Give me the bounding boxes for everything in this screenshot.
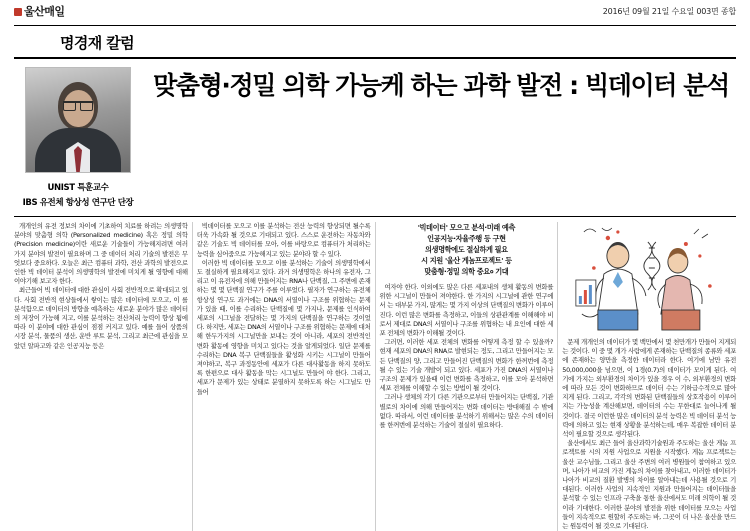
- paragraph: 문제 개개인의 데이터가 몇 백만에서 몇 천만개가 만들어 지게되는 것이다. 이 중 몇 개가 사람에게 존재하는 단백질의 종류와 세포에 존재하는 양만을 측정한 데이터라 한다. 여기에 남만 유전 50,000,000을 넘으면, 이 1경(0.7)의 데이터가 모이게 된다. 여기에 가지는 외부환경의 차이가 있을 경우 이 수, 외부환경의 변화에 따라 모든 것이 변화하므로 데이터 수는 기하급수적으로 많아지게 된다. 그리고, 각각의 변화된 단백질들의 상호작용이 이루어지는 가능성을 계산해보면, 데이터의 수는 무한대로 늘어나게 될 것이다. 결국 이런한 많은 데이터의 분석 능력은 빅 데이터 분석 능력에 의하고 있는 현재 상황을 분석하는데, 매우 복잡한 데이터 분석이 필요할 것으로 생각된다.: [562, 338, 736, 439]
- headline-divider: [14, 216, 736, 217]
- paragraph: 이러한 빅 데이터를 모으고 이를 분석하는 기술이 의생명학에서도 절실하게 필요해지고 있다. 과거 의생명학은 하나의 유전자, 그리고 이 유전자에 의해 만들어지는 RNA나 단백질, 그 주변에 존재하는 몇 몇 단백질 연구가 주를 이루었다. 필자가 연구하는 유전체 항상성 연구도 과거에는 DNA의 서열이나 구조를 위협하는 문제가 있을 때, 이를 수리하는 단백질에 몇 가지나, 문제를 인식하여 세포의 시그널을 전달하는 몇 가지의 단백질을 연구하는 것이었다. 하지만, 세포는 DNA의 서열이나 구조를 위협하는 문제에 대처해 한두가지의 시그널만을 보내는 것이 아니라, 세포의 전반적인 변화 활동에 영향을 미치고 있다는 것을 알게되었다. 일단 문제를 수리하는 DNA 복구 단백질들을 활성화 시키는 시그널이 만들어 져야하고, 복구 과정동안에 세포가 다른 대사활동을 하지 못하도록 한편으로 대사 활동을 막는 시그널도 만들어 야 한다. 그리고, 세포가 문제가 있는 상태로 분열하지 못하도록 하는 시그널도 만들어: [196, 258, 371, 396]
- masthead: [14, 6, 736, 22]
- article-column-3: [380, 222, 554, 531]
- column-label-divider: [14, 57, 736, 59]
- headline-row: [14, 65, 736, 208]
- author-photo: [25, 67, 131, 173]
- logo-mark-icon: [14, 8, 22, 16]
- doctor-patient-data-illustration: [562, 222, 736, 334]
- newspaper-logo: [14, 6, 65, 18]
- summary-point: 맞춤형·정밀 의학 중요० 기대: [424, 267, 509, 276]
- issue-info: 2016년 09월 21일 수요일 003면 종합: [602, 7, 736, 16]
- paragraph: 여자야 한다. 이외에도 많은 다른 세포내의 생체 활동의 변화를 위한 시그널이 만들어 져야한다. 한 가지의 시그널에 관한 연구에서 는 대부분 가지, 많게는 몇 가지 이상의 단백질의 변화가 이루어진다. 이런 많은 변화를 측정하고, 이들의 상관관계를 이해해야 비로서 제대로 DNA의 서열이나 구조를 위협하는 내 요인에 대한 세포 전체의 변화가 이해될 것이다.: [379, 283, 554, 338]
- paragraph: 울산에서도 최근 들어 울산과학기술원과 주도하는 울산 게놈 프로젝트를 시의 지원 사업으로 지원을 시작했다. 게놈 프로젝트는 울산 교수님들, 그리고 울산 주변의 여러 병원들이 참여하고 있으며, 나아가 비교의 가진 게놈의 차이를 찾아내고, 이러한 데이터가 나아가 비교의 질환 발병의 차이를 알아내는데 사용될 것으로 기대된다. 이러한 사업의 지속적인 지원과 만들어지는 데이터들을 분석할 수 있는 인프라 구축을 통한 울산에서도 미래 의학이 될 것이라 기대한다. 이러한 분야의 발전을 위한 데이터를 모으는 사업들이 지속적으로 원할히 주도하는 바, 그곳이 더 나은 울산을 만드는 원동력이 될 것으로 기대된다.: [562, 439, 736, 531]
- logo-text: 울산매일: [24, 5, 65, 18]
- headline-box: [142, 65, 736, 208]
- summary-point: 의생명학에도 절실하게 필요: [425, 245, 508, 254]
- article-body: [14, 222, 736, 531]
- masthead-divider: [14, 25, 736, 26]
- article-column-2: [197, 222, 371, 531]
- column-header: [14, 32, 736, 53]
- article-column-4: [562, 222, 736, 531]
- summary-point: 인공지능·자율주행 등 구현: [427, 234, 506, 243]
- article-column-1: [14, 222, 188, 531]
- illustration-container: [562, 222, 736, 334]
- summary-points: [380, 222, 554, 277]
- paragraph: 빅데이터를 모으고 이를 분석하는 전산 능력의 향상되면 될수록 더욱 가속화 될 것으로 기대되고 있다. 스스로 운전하는 자동차와 같은 기술도 빅 데이터를 모아, 이를 바탕으로 컴퓨터가 처리하는 능력을 심어줌으로 가능해지고 있는 분야라 할 수 있다.: [196, 222, 371, 258]
- paragraph: 그러면, 이러한 세포 전체의 변화를 어떻게 측정 할 수 있을까? 현재 세포의 DNA의 RNA로 발현되는 정도, 그리고 만들어지는 모든 단백질의 양, 그리고 만들어진 단백질의 변화가 한꺼번에 측정될 수 있는 기술 개발이 되고 있다. 세포가 가진 DNA의 서열이나 구조의 문제가 있을때 이런 변화를 측정하고, 이를 모아 분석하면 세포 전체를 이해할 수 있는 방법이 될 것이다.: [379, 338, 554, 393]
- summary-point: 시 지원 '울산 게놈프로젝트' 등: [421, 256, 512, 265]
- glasses-icon: [63, 101, 93, 111]
- article-headline: 맞춤형·정밀 의학 가능케 하는 과학 발전 : 빅데이터 분석: [153, 71, 729, 100]
- paragraph: 최근들어 빅 데이터에 대한 관심이 사회 전반적으로 확대되고 있다. 사회 전반적 현상들에서 쌓이는 많은 데이터에 모으고, 이 를 분석함으로 데이터의 방향을 예측하는 새로운 분야가 많은 데이터의 저장이 가능해 지고, 이를 분석하는 전산처리 능력이 향상 됨에 따라 이 분야에 대한 관심이 점점 커지고 있다. 예를 들어 상품의 시장 분석, 물품의 생산, 운반 루트 분석, 그리고 최근에 관심을 모았던 알파고와 같은 인공지능 등은: [14, 286, 188, 350]
- summary-point: '빅데이터' 모으고 분석·미래 예측: [417, 223, 516, 232]
- author-role: IBS 유전체 항상성 연구단 단장: [22, 198, 134, 208]
- author-box: [14, 65, 142, 208]
- author-name: UNIST 특훈교수: [47, 183, 109, 193]
- paragraph: 개개인의 유전 정보의 차이에 기초하여 치료를 하려는 의생명학 분야의 맞춤형 의학 (Personalized medicine) 혹은 정밀 의학 (Precision medicine)이란 새로운 기술들이 가능해지려면 여러 가지 분야의 발전이 필요하며 그 중 데이터 처리 기술의 발전은 무엇보다 중요하다. 오늘은 최근 컴퓨터 과학, 전산 과학의 발전으로 인한 빅 데이터 분석이 의생명학의 발전에 미치게 될 영향에 대해 이야기해 보고자 한다.: [14, 222, 188, 286]
- column-label: 명경재 칼럼: [60, 34, 135, 52]
- paragraph: 그러나 생체의 각기 다른 기관으로부터 만들어지는 단백질, 기관별로의 차이에 의해 만들어지는 변화 데이터는 방대해질 수 밖에 없다. 따라서, 이런 데이터를 분석하기 위해서는 많은 수의 데이터를 한꺼번에 분석하는 기술이 절실히 필요하다.: [379, 393, 554, 430]
